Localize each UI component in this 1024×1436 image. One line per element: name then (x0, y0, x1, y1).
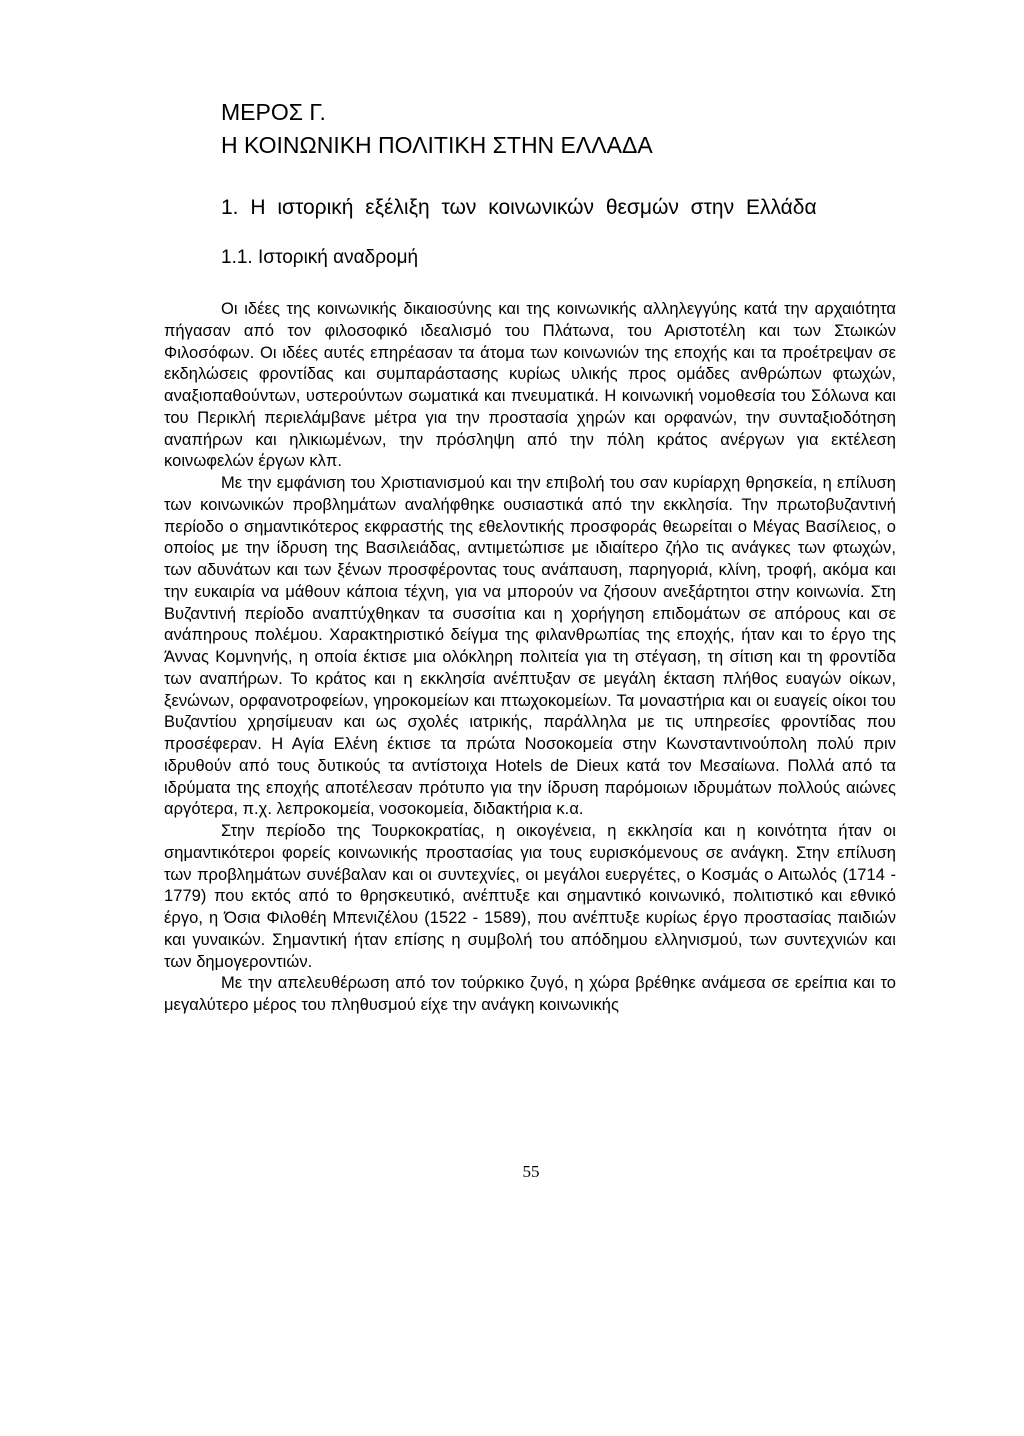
chapter-title: 1. Η ιστορική εξέλιξη των κοινωνικών θεσμών στην Ελλάδα (221, 196, 817, 219)
paragraph: Με την εμφάνιση του Χριστιανισμού και την επιβολή του σαν κυρίαρχη θρησκεία, η επίλυση των κοινωνικών προβλημάτων αναλήφθηκε ουσιαστικά από την εκκλησία. Την πρωτοβυζαντινή περίοδο ο σημαντικότερος εκφραστής της εθελοντικής προσφοράς θεωρείται ο Μέγας Βασίλειος, ο οποίος με την ίδρυση της Βασιλειάδας, αντιμετώπισε με ιδιαίτερο ζήλο τις ανάγκες των φτωχών, των αδυνάτων και των ξένων προσφέροντας τους ανάπαυση, παρηγοριά, κλίνη, τροφή, ακόμα και την ευκαιρία να μάθουν κάποια τέχνη, για να μπορούν να ζήσουν ανεξάρτητοι στην κοινωνία. Στη Βυζαντινή περίοδο αναπτύχθηκαν τα συσσίτια και η χορήγηση επιδομάτων σε απόρους και σε ανάπηρους πολέμου. Χαρακτηριστικό δείγμα της φιλανθρωπίας της εποχής, ήταν και το έργο της Άννας Κομνηνής, η οποία έκτισε μια ολόκληρη πολιτεία για τη στέγαση, τη σίτιση και τη φροντίδα των αναπήρων. Το κράτος και η εκκλησία ανέπτυξαν σε μεγάλη έκταση πλήθος ευαγών οίκων, ξενώνων, ορφανοτροφείων, γηροκομείων και πτωχοκομείων. Τα μοναστήρια και οι ευαγείς οίκοι του Βυζαντίου χρησίμευαν και ως σχολές ιατρικής, παράλληλα με τις υπηρεσίες φροντίδας που προσέφεραν. Η Αγία Ελένη έκτισε τα πρώτα Νοσοκομεία στην Κωνσταντινούπολη πολύ πριν ιδρυθούν από τους δυτικούς τα αντίστοιχα Hotels de Dieux κατά τον Μεσαίωνα. Πολλά από τα ιδρύματα της εποχής αποτέλεσαν πρότυπο για την ίδρυση παρόμοιων ιδρυμάτων πολλούς αιώνες αργότερα, π.χ. λεπροκομεία, νοσοκομεία, διδακτήρια κ.α. (164, 474, 896, 819)
part-title: Η ΚΟΙΝΩΝΙΚΗ ΠΟΛΙΤΙΚΗ ΣΤΗΝ ΕΛΛΑΔΑ (221, 132, 653, 158)
part-heading: ΜΕΡΟΣ Γ. (221, 99, 326, 125)
body-text (164, 299, 896, 1017)
paragraph: Με την απελευθέρωση από τον τούρκικο ζυγό, η χώρα βρέθηκε ανάμεσα σε ερείπια και το μεγαλύτερο μέρος του πληθυσμού είχε την ανάγκη κοινωνικής (164, 974, 896, 1014)
document-page (164, 96, 896, 1017)
section-title: 1.1. Ιστορική αναδρομή (221, 247, 419, 268)
paragraph: Οι ιδέες της κοινωνικής δικαιοσύνης και της κοινωνικής αλληλεγγύης κατά την αρχαιότητα πήγασαν από τον φιλοσοφικό ιδεαλισμό του Πλάτωνα, του Αριστοτέλη και των Στωικών Φιλοσόφων. Οι ιδέες αυτές επηρέασαν τα άτομα των κοινωνιών της εποχής και τα προέτρεψαν σε εκδηλώσεις φροντίδας και συμπαράστασης κυρίως υλικής προς ομάδες ανθρώπων φτωχών, αναξιοπαθούντων, υστερούντων σωματικά και πνευματικά. Η κοινωνική νομοθεσία του Σόλωνα και του Περικλή περιελάμβανε μέτρα για την προστασία χηρών και ορφανών, την συνταξιοδότηση αναπήρων και ηλικιωμένων, την πρόσληψη από την πόλη κράτος ανέργων για εκτέλεση κοινωφελών έργων κλπ. (164, 300, 896, 471)
paragraph: Στην περίοδο της Τουρκοκρατίας, η οικογένεια, η εκκλησία και η κοινότητα ήταν οι σημαντικότεροι φορείς κοινωνικής προστασίας για τους ευρισκόμενους σε ανάγκη. Στην επίλυση των προβλημάτων συνέβαλαν και οι συντεχνίες, οι μεγάλοι ευεργέτες, ο Κοσμάς ο Αιτωλός (1714 - 1779) που εκτός από το θρησκευτικό, ανέπτυξε και σημαντικό κοινωνικό, πολιτιστικό και εθνικό έργο, η Όσια Φιλοθέη Μπενιζέλου (1522 - 1589), που ανέπτυξε κυρίως έργο προστασίας παιδιών και γυναικών. Σημαντική ήταν επίσης η συμβολή του απόδημου ελληνισμού, των συντεχνιών και των δημογεροντιών. (164, 822, 896, 971)
page-number: 55 (522, 1162, 540, 1181)
